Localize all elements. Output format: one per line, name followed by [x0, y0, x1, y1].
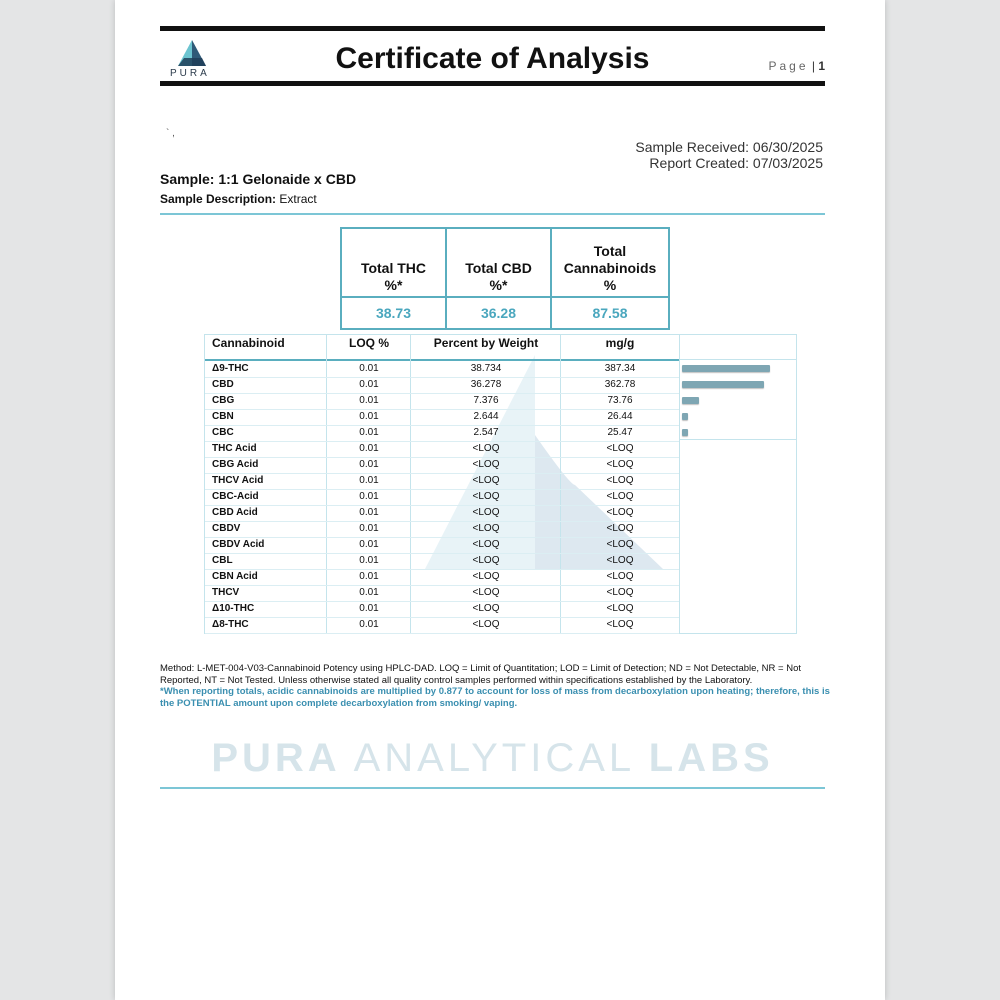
percent-value: 36.278 — [470, 379, 502, 390]
method-text: Method: L-MET-004-V03-Cannabinoid Potency using HPLC-DAD. LOQ = Limit of Quantitation; LOD = Limit of Detection; ND = Not Detectable, NR = Not Reported, NT = Not Tested. Unless otherwise stated all quality control samples performed within specifications established by the Laboratory. — [160, 663, 802, 686]
total-thc-header — [341, 228, 446, 297]
cannabinoid-results-table — [204, 334, 797, 634]
totals-table — [340, 227, 670, 330]
cannabinoid-name: CBL — [212, 555, 233, 566]
cannabinoid-name: CBN Acid — [212, 571, 258, 582]
mgg-value: <LOQ — [606, 555, 634, 566]
footer-watermark — [160, 736, 825, 781]
page-number: 1 — [818, 59, 825, 73]
table-row — [205, 521, 679, 538]
table-row — [205, 537, 679, 554]
loq-value: 0.01 — [359, 491, 379, 502]
mgg-value: 26.44 — [607, 411, 633, 422]
percent-value: <LOQ — [472, 491, 500, 502]
mgg-value: 387.34 — [604, 363, 636, 374]
total-cbd-label: Total CBD — [465, 260, 532, 276]
percent-value: <LOQ — [472, 475, 500, 486]
percent-value: <LOQ — [472, 555, 500, 566]
cannabinoid-name: CBDV — [212, 523, 241, 534]
mgg-value: <LOQ — [606, 571, 634, 582]
total-cbd-value: 36.28 — [446, 297, 551, 329]
loq-value: 0.01 — [359, 411, 379, 422]
sample-description-value: Extract — [279, 192, 317, 206]
cannabinoid-name: THCV Acid — [212, 475, 264, 486]
percent-value: <LOQ — [472, 443, 500, 454]
percent-value: <LOQ — [472, 507, 500, 518]
page-separator: | — [811, 59, 815, 73]
loq-value: 0.01 — [359, 395, 379, 406]
cannabinoid-name: CBG Acid — [212, 459, 259, 470]
table-row — [205, 473, 679, 490]
potency-bar — [682, 397, 699, 404]
mgg-value: <LOQ — [606, 587, 634, 598]
mgg-value: <LOQ — [606, 459, 634, 470]
table-row — [205, 361, 679, 378]
total-thc-value: 38.73 — [341, 297, 446, 329]
sample-received-date: Sample Received: 06/30/2025 — [635, 139, 823, 155]
bar-area-divider — [679, 359, 796, 360]
table-row — [205, 425, 679, 442]
total-cannabinoids-label-2: Cannabinoids — [563, 260, 657, 276]
table-row — [205, 553, 679, 570]
percent-value: <LOQ — [472, 523, 500, 534]
potency-bar — [682, 365, 770, 372]
cannabinoid-name: CBC-Acid — [212, 491, 259, 502]
method-notes — [160, 663, 845, 709]
footer-word-labs: LABS — [648, 736, 774, 780]
header-top-rule — [160, 26, 825, 31]
page-indicator — [768, 59, 825, 73]
cannabinoid-name: CBN — [212, 411, 234, 422]
cannabinoid-name: Δ8-THC — [212, 619, 249, 630]
report-dates — [635, 139, 823, 171]
potency-bar — [682, 413, 688, 420]
total-thc-label: Total THC — [360, 260, 427, 276]
cannabinoid-name: CBD Acid — [212, 507, 258, 518]
mgg-value: <LOQ — [606, 443, 634, 454]
loq-value: 0.01 — [359, 555, 379, 566]
loq-value: 0.01 — [359, 507, 379, 518]
table-row — [205, 617, 679, 634]
table-row — [205, 409, 679, 426]
percent-value: <LOQ — [472, 459, 500, 470]
loq-value: 0.01 — [359, 363, 379, 374]
table-row — [205, 505, 679, 522]
cannabinoid-name: THCV — [212, 587, 240, 598]
mgg-value: <LOQ — [606, 619, 634, 630]
section-divider — [160, 213, 825, 215]
loq-value: 0.01 — [359, 427, 379, 438]
loq-value: 0.01 — [359, 603, 379, 614]
cannabinoid-name: Δ10-THC — [212, 603, 255, 614]
percent-value: 38.734 — [470, 363, 502, 374]
table-row — [205, 441, 679, 458]
percent-value: <LOQ — [472, 571, 500, 582]
logo-text: PURA — [170, 68, 210, 79]
table-row — [205, 393, 679, 410]
col-header-mgg: mg/g — [605, 336, 635, 350]
table-row — [205, 601, 679, 618]
sample-description — [160, 192, 317, 206]
page-title: Certificate of Analysis — [335, 42, 650, 75]
mgg-value: <LOQ — [606, 539, 634, 550]
cannabinoid-name: CBG — [212, 395, 235, 406]
percent-value: <LOQ — [472, 603, 500, 614]
stray-marks: ` , — [166, 128, 175, 139]
loq-value: 0.01 — [359, 475, 379, 486]
loq-value: 0.01 — [359, 539, 379, 550]
total-cbd-header — [446, 228, 551, 297]
percent-value: <LOQ — [472, 587, 500, 598]
mgg-value: 362.78 — [604, 379, 636, 390]
cannabinoid-name: THC Acid — [212, 443, 257, 454]
method-note: *When reporting totals, acidic cannabinoids are multiplied by 0.877 to account for loss of mass from decarboxylation upon heating; therefore, this is the POTENTIAL amount upon complete decarboxylation from smoking/ vaping. — [160, 686, 830, 709]
table-row — [205, 489, 679, 506]
mgg-value: 25.47 — [607, 427, 633, 438]
mgg-value: <LOQ — [606, 491, 634, 502]
table-row — [205, 457, 679, 474]
report-created-date: Report Created: 07/03/2025 — [649, 155, 823, 171]
total-cbd-unit: %* — [489, 277, 508, 293]
total-cannabinoids-value: 87.58 — [551, 297, 669, 329]
mgg-value: 73.76 — [607, 395, 633, 406]
loq-value: 0.01 — [359, 379, 379, 390]
percent-value: <LOQ — [472, 619, 500, 630]
sample-description-label: Sample Description: — [160, 192, 277, 206]
potency-bar — [682, 429, 688, 436]
mgg-value: <LOQ — [606, 475, 634, 486]
sample-name: Sample: 1:1 Gelonaide x CBD — [160, 171, 357, 187]
total-cannabinoids-unit: % — [603, 277, 617, 293]
total-cannabinoids-label-1: Total — [593, 243, 627, 259]
cannabinoid-name: CBC — [212, 427, 234, 438]
footer-word-analytical: ANALYTICAL — [353, 736, 634, 780]
loq-value: 0.01 — [359, 619, 379, 630]
bar-area-divider — [679, 439, 796, 440]
mgg-value: <LOQ — [606, 603, 634, 614]
percent-value: 2.547 — [473, 427, 499, 438]
footer-rule — [160, 787, 825, 789]
mgg-value: <LOQ — [606, 523, 634, 534]
total-cannabinoids-header — [551, 228, 669, 297]
loq-value: 0.01 — [359, 443, 379, 454]
page-label: Page — [768, 59, 809, 73]
percent-value: 7.376 — [473, 395, 499, 406]
mgg-value: <LOQ — [606, 507, 634, 518]
col-header-loq: LOQ % — [348, 336, 389, 350]
col-divider — [679, 335, 680, 633]
potency-bar — [682, 381, 764, 388]
loq-value: 0.01 — [359, 459, 379, 470]
table-row — [205, 585, 679, 602]
percent-value: 2.644 — [473, 411, 499, 422]
cannabinoid-name: CBD — [212, 379, 234, 390]
loq-value: 0.01 — [359, 571, 379, 582]
cannabinoid-name: Δ9-THC — [212, 363, 249, 374]
footer-word-pura: PURA — [211, 736, 341, 780]
header-bottom-rule — [160, 81, 825, 86]
table-row — [205, 569, 679, 586]
total-thc-unit: %* — [384, 277, 403, 293]
loq-value: 0.01 — [359, 523, 379, 534]
cannabinoid-name: CBDV Acid — [212, 539, 265, 550]
table-row — [205, 377, 679, 394]
col-header-cannabinoid: Cannabinoid — [212, 336, 285, 350]
percent-value: <LOQ — [472, 539, 500, 550]
loq-value: 0.01 — [359, 587, 379, 598]
col-header-percent: Percent by Weight — [433, 336, 539, 350]
